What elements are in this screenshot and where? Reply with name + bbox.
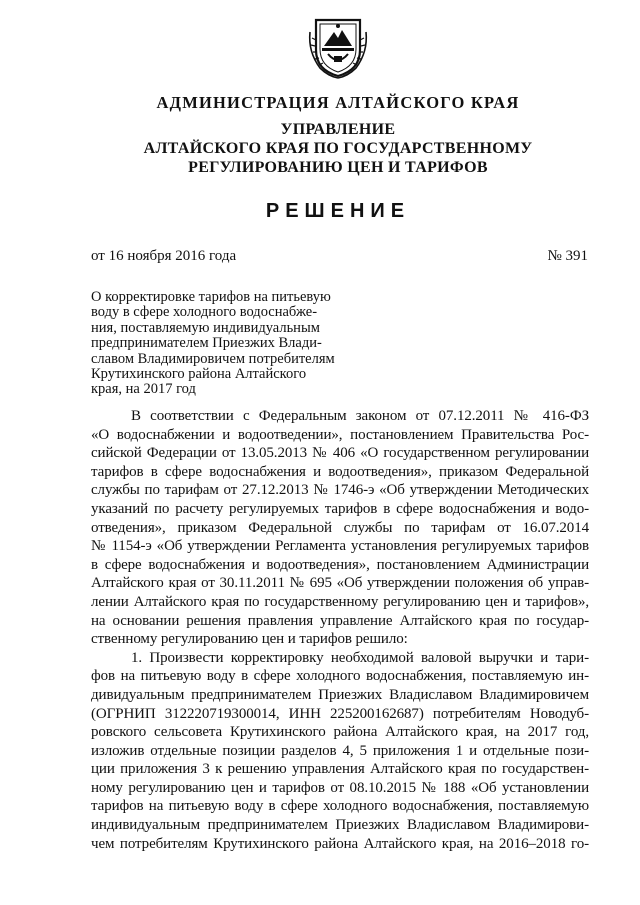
body-line: В соответствии с Федеральным законом от 07.12.2011 № 416-ФЗ xyxy=(131,408,589,424)
body-line: на основании решения правления управление Алтайского края по государ- xyxy=(91,612,589,629)
body-line: Алтайского края от 30.11.2011 № 695 «Об утверждении положения об управ- xyxy=(91,575,589,592)
document-date: от 16 ноября 2016 года xyxy=(91,248,237,264)
body-line: тарифов на питьевую воду в сфере холодного водоснабжения, поставляемую xyxy=(91,798,589,815)
subject-line: края, на 2017 год xyxy=(91,381,196,398)
body-line: дивидуальным предпринимателем Приезжих Владиславом Владимировичем xyxy=(91,686,589,703)
body-line: сийской Федерации от 13.05.2013 № 406 «О государственном регулировании xyxy=(91,445,589,462)
body-line: фов на питьевую воду в сфере холодного водоснабжения, поставляемую ин- xyxy=(91,668,589,685)
body-line: № 1154-э «Об утверждении Регламента установления регулируемых тарифов xyxy=(91,538,589,555)
document-number: № 391 xyxy=(547,248,588,264)
department-line: РЕГУЛИРОВАНИЮ ЦЕН И ТАРИФОВ xyxy=(188,159,488,176)
subject-line: Крутихинского района Алтайского xyxy=(91,366,307,383)
body-line: 1. Произвести корректировку необходимой валовой выручки и тари- xyxy=(131,649,589,666)
department-line: АЛТАЙСКОГО КРАЯ ПО ГОСУДАРСТВЕННОМУ xyxy=(143,140,533,157)
body-line: ровского сельсовета Крутихинского района Алтайского края, на 2017 год, xyxy=(91,724,589,741)
department-title xyxy=(0,120,640,177)
body-line: лении Алтайского края по государственному регулированию цен и тарифов», xyxy=(91,593,589,610)
subject-line: воду в сфере холодного водоснабже- xyxy=(91,304,318,321)
body-line: (ОГРНИП 312220719300014, ИНН 225200162687) потребителям Новодуб- xyxy=(91,705,589,722)
body-line: в сфере водоснабжения и водоотведения», постановлением Администрации xyxy=(91,556,589,573)
body-line: «О водоснабжении и водоотведении», постановлением Правительства Рос- xyxy=(91,426,589,443)
document-body xyxy=(91,407,589,853)
document-subject xyxy=(91,290,347,398)
body-line: индивидуальным предпринимателем Приезжих Владиславом Владимирови- xyxy=(91,817,589,834)
administration-title: АДМИНИСТРАЦИЯ АЛТАЙСКОГО КРАЯ xyxy=(156,93,520,112)
body-line: чем потребителям Крутихинского района Алтайского края, на 2016–2018 го- xyxy=(91,835,589,852)
document-type-heading: РЕШЕНИЕ xyxy=(265,200,411,222)
subject-line: ния, поставляемую индивидуальным xyxy=(91,319,320,336)
subject-line: предпринимателем Приезжих Влади- xyxy=(91,335,322,352)
body-line: ному регулированию цен и тарифов от 08.10.2015 № 188 «Об установлении xyxy=(91,779,589,796)
body-line: ции приложения 3 к решению управления Алтайского края по государствен- xyxy=(91,761,589,778)
body-line: изложив отдельные позиции разделов 4, 5 приложения 1 и отдельные пози- xyxy=(91,742,589,759)
body-line: ственному регулированию цен и тарифов решило: xyxy=(91,631,408,648)
body-line: указаний по расчету регулируемых тарифов в сфере водоснабжения и водо- xyxy=(91,500,589,517)
subject-line: О корректировке тарифов на питьевую xyxy=(91,289,331,305)
body-line: службы по тарифам от 27.12.2013 № 1746-э «Об утверждении Методических xyxy=(91,482,589,499)
subject-line: славом Владимировичем потребителям xyxy=(91,350,335,367)
body-line: отведения», приказом Федеральной службы по тарифам от 16.07.2014 xyxy=(91,519,589,536)
department-line: УПРАВЛЕНИЕ xyxy=(280,121,396,138)
body-line: тарифов в сфере водоснабжения и водоотведения», приказом Федеральной xyxy=(91,463,589,480)
coat-of-arms-icon xyxy=(306,12,370,80)
